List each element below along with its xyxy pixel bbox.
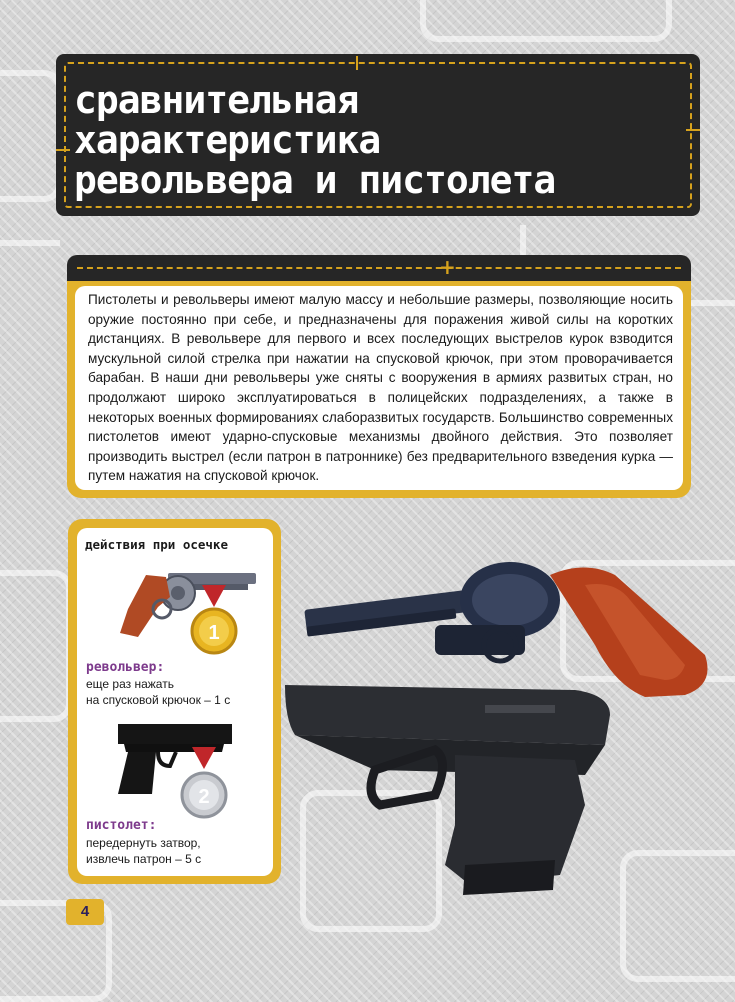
pistol-step-line: извлечь патрон – 5 с xyxy=(86,852,202,866)
revolver-step-line: на спусковой крючок – 1 с xyxy=(86,693,231,707)
title-line: револьвера и пистолета xyxy=(74,158,556,202)
gold-medal-icon xyxy=(188,585,240,657)
pistol-photo xyxy=(285,685,610,895)
page-number: 4 xyxy=(66,899,104,925)
revolver-step-line: еще раз нажать xyxy=(86,677,174,691)
medal-number: 2 xyxy=(198,786,210,808)
background-decoration xyxy=(420,0,672,42)
guns-photo xyxy=(285,545,725,900)
title-line: характеристика xyxy=(74,118,381,162)
card-title: действия при осечке xyxy=(85,537,228,552)
title-line: сравнительная xyxy=(74,78,359,122)
pistol-label: пистолет: xyxy=(86,818,157,833)
frame-tick xyxy=(56,149,70,151)
crosshair-icon: + xyxy=(439,255,456,279)
silver-medal-icon xyxy=(177,747,231,821)
info-box xyxy=(75,286,683,490)
background-decoration xyxy=(0,240,60,246)
page-title xyxy=(74,80,690,200)
revolver-label: револьвер: xyxy=(86,660,165,675)
info-box-header xyxy=(67,255,691,281)
info-paragraph: Пистолеты и револьверы имеют малую массу и небольшие размеры, позволяющие носить оружие постоянно при себе, и предназначены для поражения живой силы на коротких дистанциях. В револьвере для первого и всех последующих выстрелов курок взводится мускульной силой стрелка при нажатии на спусковой крючок, при этом проворачивается барабан. В наши дни револьверы уже сняты с вооружения в армиях развитых стран, но продолжают широко эксплуатироваться в полицейских подразделениях, а также в некоторых военных формированиях слаборазвитых государств. Большинство современных пистолетов имеют ударно-спусковые механизмы двойного действия. Это позволяет производить выстрел (если патрон в патроннике) без предварительного взведения курка — путем нажатия на спусковой крючок. xyxy=(88,292,673,484)
background-decoration xyxy=(0,570,72,722)
background-decoration xyxy=(0,70,62,202)
title-banner xyxy=(56,54,700,216)
frame-tick xyxy=(356,56,358,70)
pistol-step-line: передернуть затвор, xyxy=(86,836,201,850)
revolver-photo xyxy=(304,562,707,697)
background-decoration xyxy=(520,225,526,255)
header-dash-line xyxy=(77,267,681,269)
medal-number: 1 xyxy=(208,622,220,644)
